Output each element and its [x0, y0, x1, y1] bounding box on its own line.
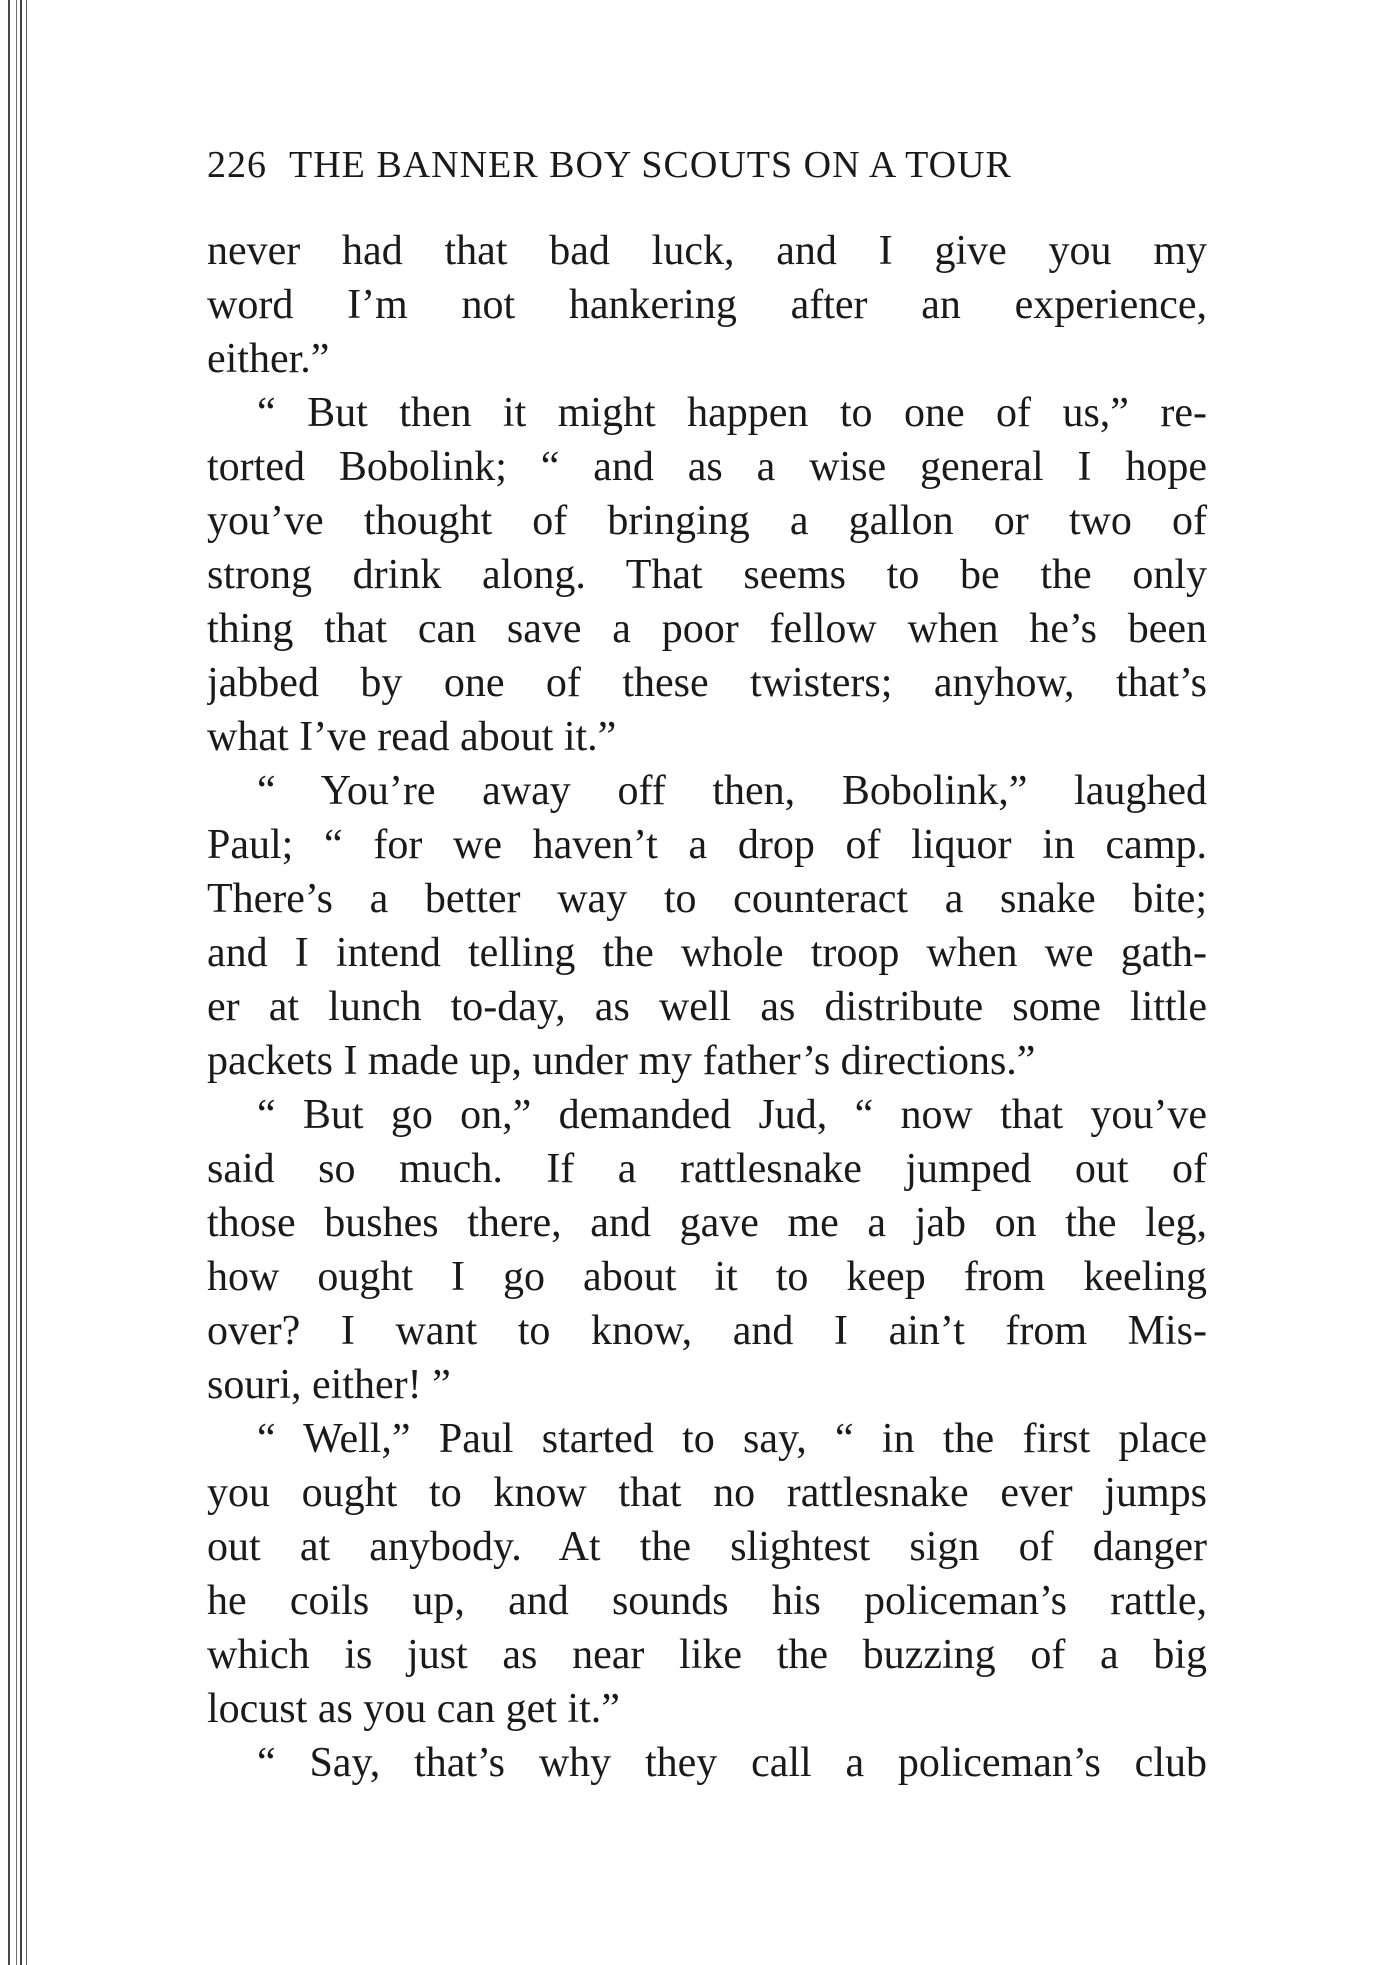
text-line: “ But then it might happen to one of us,” re-: [257, 390, 1207, 436]
text-line: which is just as near like the buzzing of a big: [207, 1632, 1207, 1678]
text-line: er at lunch to-day, as well as distribute some little: [207, 984, 1207, 1030]
text-line: There’s a better way to counteract a snake bite;: [207, 876, 1207, 922]
text-line: “ Well,” Paul started to say, “ in the first place: [257, 1416, 1207, 1462]
text-line: over? I want to know, and I ain’t from Mis-: [207, 1308, 1207, 1354]
text-line: “ Say, that’s why they call a policeman’s club: [257, 1740, 1207, 1786]
text-line: jabbed by one of these twisters; anyhow, that’s: [207, 660, 1207, 706]
text-line: never had that bad luck, and I give you my: [207, 228, 1207, 274]
text-line: locust as you can get it.”: [207, 1686, 620, 1732]
text-line: said so much. If a rattlesnake jumped out of: [207, 1146, 1207, 1192]
text-line: either.”: [207, 336, 330, 382]
text-line: souri, either! ”: [207, 1362, 451, 1408]
text-line: how ought I go about it to keep from keeling: [207, 1254, 1207, 1300]
running-title: THE BANNER BOY SCOUTS ON A TOUR: [289, 144, 1012, 186]
page-number: 226: [207, 144, 267, 186]
text-line: those bushes there, and gave me a jab on the leg,: [207, 1200, 1207, 1246]
text-line: word I’m not hankering after an experience,: [207, 282, 1207, 328]
text-line: packets I made up, under my father’s directions.”: [207, 1038, 1036, 1084]
body-text: [207, 224, 1207, 1790]
text-line: Paul; “ for we haven’t a drop of liquor in camp.: [207, 822, 1207, 868]
text-line: thing that can save a poor fellow when he’s been: [207, 606, 1207, 652]
text-line: you ought to know that no rattlesnake ever jumps: [207, 1470, 1207, 1516]
text-line: “ You’re away off then, Bobolink,” laughed: [257, 768, 1207, 814]
text-line: he coils up, and sounds his policeman’s rattle,: [207, 1578, 1207, 1624]
text-line: and I intend telling the whole troop when we gath-: [207, 930, 1207, 976]
text-line: “ But go on,” demanded Jud, “ now that you’ve: [257, 1092, 1207, 1138]
text-line: out at anybody. At the slightest sign of danger: [207, 1524, 1207, 1570]
text-line: what I’ve read about it.”: [207, 714, 617, 760]
text-line: strong drink along. That seems to be the only: [207, 552, 1207, 598]
running-head: [207, 143, 1207, 187]
text-line: torted Bobolink; “ and as a wise general I hope: [207, 444, 1207, 490]
text-line: you’ve thought of bringing a gallon or two of: [207, 498, 1207, 544]
